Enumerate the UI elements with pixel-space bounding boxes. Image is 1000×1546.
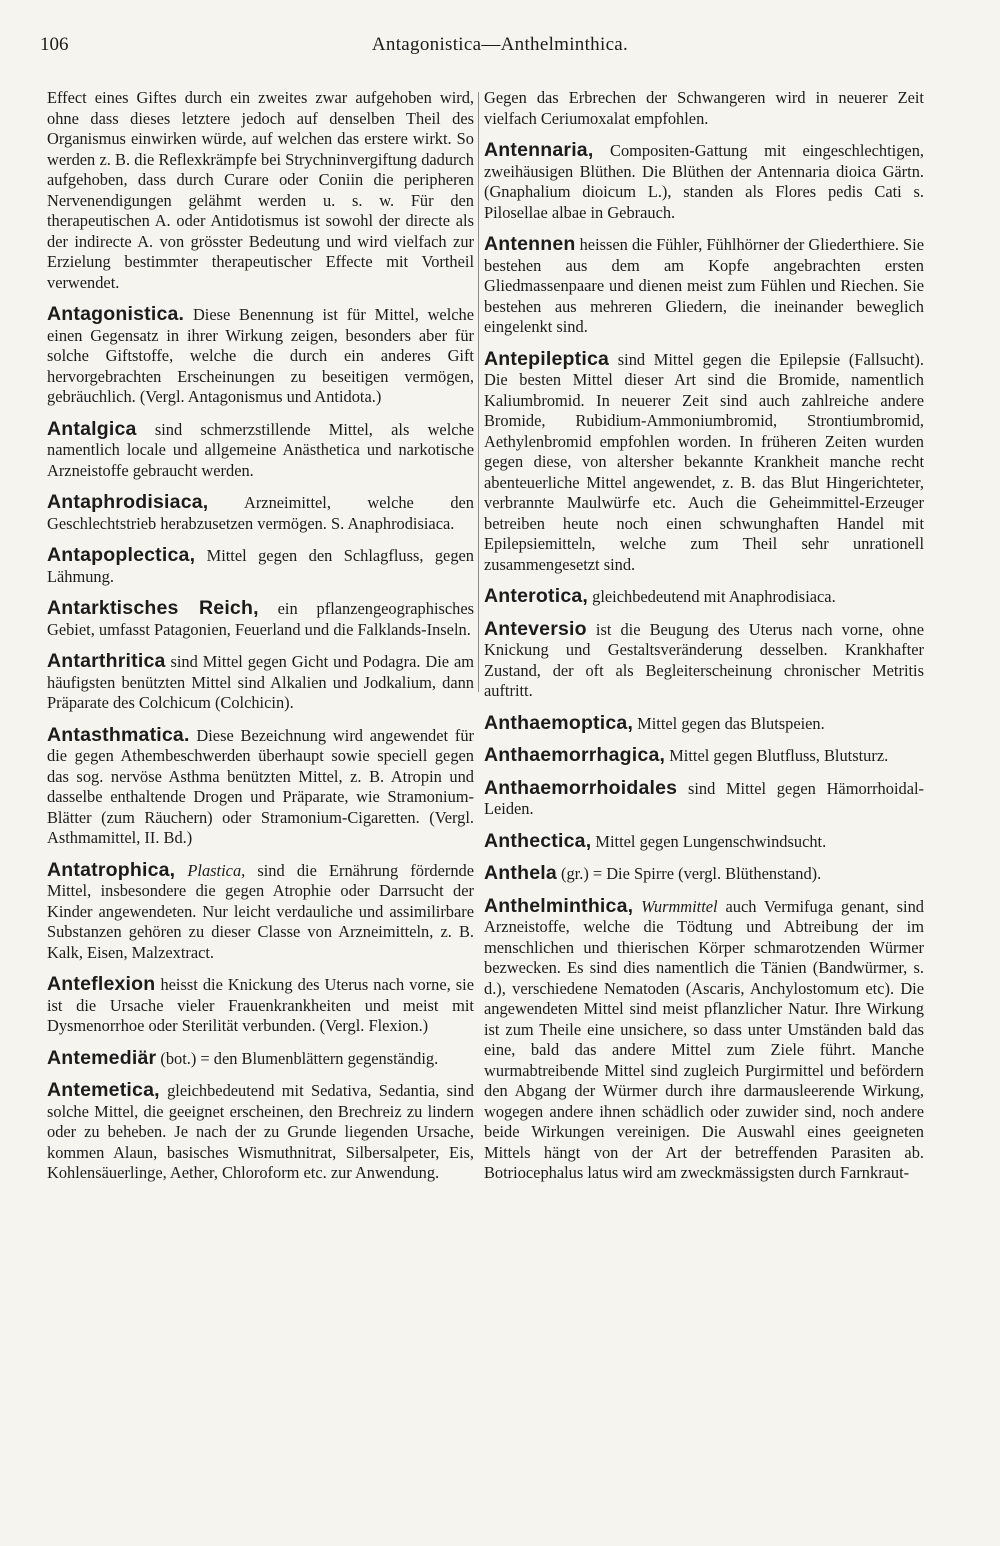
entry-headword: Anterotica,	[484, 585, 589, 607]
entry-headword: Antalgica	[47, 417, 137, 440]
dictionary-entry	[484, 863, 924, 885]
dictionary-entry	[484, 831, 924, 853]
entry-headword: Anteversio	[484, 617, 587, 640]
dictionary-entry	[47, 492, 474, 534]
continuation-text	[484, 88, 924, 129]
dictionary-entry	[484, 619, 924, 702]
entry-headword: Antemediär	[47, 1046, 157, 1069]
entry-italic: Plastica,	[187, 860, 246, 880]
entry-text: sind schmerzstillende Mittel, als welche namentlich locale und allgemeine Anästhetica und narkotische Arzneistoffe gebraucht werden.	[47, 419, 474, 480]
entry-text: sind die Ernährung fördernde Mittel, insbesondere die gegen Atrophie oder Darrsucht der Kinder angewendeten. Nur leicht verdauliche und assimilirbare Substanzen gehören zu dieser Classe von Arzneimitteln, z. B. Kalk, Eisen, Malzextract.	[47, 860, 474, 962]
left-column	[47, 88, 474, 1195]
entry-headword: Anthelminthica,	[484, 894, 634, 917]
entry-headword: Antarktisches Reich,	[47, 597, 259, 619]
entry-headword: Antemetica,	[47, 1079, 160, 1101]
entry-text: Arzneimittel, welche den Geschlechtstrieb herabzusetzen vermögen. S. Anaphrodisiaca.	[47, 493, 474, 533]
entry-text: gleichbedeutend mit Sedativa, Sedantia, sind solche Mittel, die geeignet erscheinen, den Brechreiz zu lindern oder zu beheben. Je nach der zu Grunde liegenden Ursache, kommen Alaun, basisches Wismuthnitrat, Silbersalpeter, Eis, Kohlensäuerlinge, Aether, Chloroform etc. zur Anwendung.	[47, 1081, 474, 1182]
column-divider	[478, 92, 479, 692]
entry-headword: Antasthmatica.	[47, 723, 190, 746]
dictionary-entry	[484, 140, 924, 223]
dictionary-entry	[484, 896, 924, 1184]
entry-text: Diese Benennung ist für Mittel, welche einen Gegensatz in ihrer Wirkung zeigen, besonders aber für solche Giftstoffe, welche die durch ein anderes Gift hervorgebrachten Erscheinungen zu beseitigen vermögen, gebräuchlich. (Vergl. Antagonismus und Antidota.)	[47, 305, 474, 406]
entry-text: Mittel gegen Lungenschwindsucht.	[591, 831, 827, 851]
continuation-text	[47, 88, 474, 293]
entry-text: gleichbedeutend mit Anaphrodisiaca.	[588, 587, 836, 606]
entry-text: Compositen-Gattung mit eingeschlechtigen, zweihäusigen Blüthen. Die Blüthen der Antennaria dioica Gärtn. (Gnaphalium dioicum L.), standen als Flores pedis Cati s. Pilosellae albae in Gebrauch.	[484, 141, 924, 222]
paragraph: Effect eines Giftes durch ein zweites zwar aufgehoben wird, ohne dass dieses letztere jedoch auf denselben Theil des Organismus einwirken würde, auf welchen das erstere wirkt. So werden z. B. die Reflexkrämpfe bei Strychninvergiftung dadurch aufgehoben, dass durch Curare oder Coniin die peripheren Nervenendigungen gelähmt werden u. s. w. Für den therapeutischen A. oder Antidotismus ist sowohl der directe als der indirecte A. von grösster Bedeutung und wird vielfach zur Erzielung bestimmter therapeutischer Effecte mit Vortheil verwendet.	[47, 88, 474, 292]
dictionary-entry	[484, 349, 924, 576]
dictionary-entry	[47, 974, 474, 1037]
entry-text: ist die Beugung des Uterus nach vorne, ohne Knickung und Gestaltsveränderung desselben. Krankhafter Zustand, der oft als Begleiterscheinung chronischer Metritis auftritt.	[484, 619, 924, 700]
entry-headword: Anthela	[484, 862, 557, 884]
page-number: 106	[40, 34, 69, 55]
entry-headword: Anthectica,	[484, 829, 592, 852]
dictionary-entry	[47, 1080, 474, 1184]
entry-text: Diese Bezeichnung wird angewendet für die gegen Athembeschwerden überhaupt sowie speciell gegen das sog. nervöse Asthma benützten Mittel, z. B. Atropin und dasselbe enthaltende Drogen und Präparate, wie Stramonium-Blätter (zum Räuchern) oder Stramonium-Cigaretten. (Vergl. Asthmamittel, II. Bd.)	[47, 725, 474, 847]
entry-headword: Antennen	[484, 233, 576, 255]
right-column	[484, 88, 924, 1195]
dictionary-entry	[484, 234, 924, 338]
entry-headword: Antepileptica	[484, 347, 610, 370]
dictionary-entry	[484, 586, 924, 608]
dictionary-entry	[484, 745, 924, 767]
entry-text: Mittel gegen Blutfluss, Blutsturz.	[665, 746, 889, 765]
entry-text: (gr.) = Die Spirre (vergl. Blüthenstand).	[556, 864, 822, 883]
entry-headword: Anteflexion	[47, 973, 156, 995]
entry-text: (bot.) = den Blumenblättern gegenständig.	[156, 1048, 439, 1068]
dictionary-entry	[484, 713, 924, 735]
entry-headword: Antennaria,	[484, 139, 594, 161]
dictionary-entry	[47, 725, 474, 849]
entry-text: Mittel gegen den Schlagfluss, gegen Lähmung.	[47, 546, 474, 586]
entry-text: sind Mittel gegen Gicht und Podagra. Die am häufigsten benützten Mittel sind Alkalien und Jodkalium, dann Präparate des Colchicum (Colchicin).	[47, 652, 474, 712]
entry-text: heisst die Knickung des Uterus nach vorne, sie ist die Ursache vieler Frauenkrankheiten und meist mit Dysmenorrhoe oder Sterilität verbunden. (Vergl. Flexion.)	[47, 975, 474, 1035]
entry-text: ein pflanzengeographisches Gebiet, umfasst Patagonien, Feuerland und die Falklands-Inseln.	[47, 599, 475, 639]
entry-text: Mittel gegen das Blutspeien.	[633, 713, 825, 733]
dictionary-entry	[47, 419, 474, 482]
entry-text: sind Mittel gegen die Epilepsie (Fallsucht). Die besten Mittel dieser Art sind die Bromide, namentlich Kaliumbromid. In neuerer Zeit sind auch zahlreiche andere Bromide, Rubidium-Ammoniumbromid, Strontiumbromid, Aethylenbromid empfohlen worden. In früheren Zeiten wurden gegen diese, von altersher bekannte Krankheit manche recht abenteuerliche Mittel angewendet, z. B. das Blut Hingerichteter, verbrannte Maulwürfe etc. Auch die Geheimmittel-Erzeuger betreiben heute noch einen schwunghaften Handel mit Epilepsiemitteln, welche zum Theil sehr unrationell zusammengesetzt sind.	[484, 349, 924, 574]
entry-headword: Anthaemorrhagica,	[484, 744, 666, 766]
page-header	[40, 34, 960, 60]
entry-headword: Antarthritica	[47, 650, 166, 672]
entry-headword: Antagonistica.	[47, 303, 185, 325]
dictionary-entry	[47, 304, 474, 408]
dictionary-entry	[47, 651, 474, 714]
entry-headword: Antaphrodisiaca,	[47, 491, 209, 513]
dictionary-entry	[484, 778, 924, 820]
entry-headword: Antatrophica,	[47, 858, 176, 881]
entry-text: heissen die Fühler, Fühlhörner der Gliederthiere. Sie bestehen aus dem am Kopfe angebrachten ersten Gliedmassenpaare und dienen meist zum Fühlen und Riechen. Sie bestehen aus mehreren Gliedern, die ineinander beweglich eingelenkt sind.	[484, 235, 924, 336]
entry-text: sind Mittel gegen Hämorrhoidal-Leiden.	[484, 778, 924, 818]
dictionary-entry	[47, 598, 474, 640]
dictionary-entry	[47, 545, 474, 587]
dictionary-entry	[47, 860, 474, 964]
entry-headword: Anthaemorrhoidales	[484, 776, 678, 799]
running-title: Antagonistica—Anthelminthica.	[371, 34, 629, 55]
dictionary-entry	[47, 1048, 474, 1070]
entry-italic: Wurmmittel	[641, 896, 718, 916]
entry-headword: Antapoplectica,	[47, 544, 196, 566]
entry-text: auch Vermifuga genant, sind Arzneistoffe, welche die Tödtung und Abtreibung der im menschlichen und thierischen Körper schmarotzenden Würmer bezwecken. Es sind dies namentlich die Tänien (Bandwürmer, s. d.), verschiedene Nematoden (Ascaris, Anchylostomum etc). Die angewendeten Mittel sind meist pflanzlicher Natur. Ihre Wirkung ist zum Theile eine unsichere, so dass unter Umständen bald das eine, bald das andere Mittel zum Ziele führt. Manche wurmabtreibende Mittel sind zugleich Purgirmittel und befördern den Abgang der Würmer durch ihre darmausleerende Wirkung, wogegen andere ihnen schädlich oder zuwider sind, noch andere beide Wirkungen vereinigen. Die Auswahl eines geeigneten Mittels hängt von der Art der betreffenden Parasiten ab. Botriocephalus latus wird am zweckmässigsten durch Farnkraut-	[484, 896, 924, 1182]
entry-headword: Anthaemoptica,	[484, 711, 634, 734]
paragraph: Gegen das Erbrechen der Schwangeren wird in neuerer Zeit vielfach Ceriumoxalat empfohlen.	[484, 88, 924, 128]
